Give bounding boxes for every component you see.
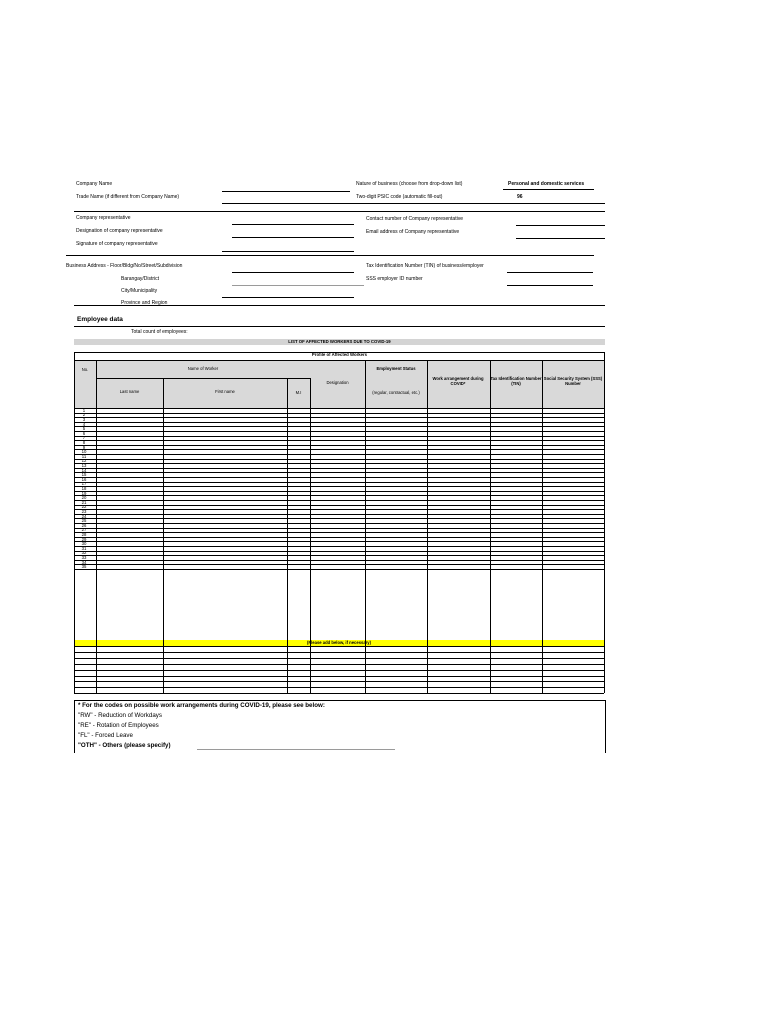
header-mi: M.I [295,390,302,395]
code-fl: "FL" - Forced Leave [78,732,133,739]
header-employment-status-sub: (regular, contractual, etc.) [372,390,420,395]
blank-table-row [74,676,604,677]
sss-employer-label: SSS employer ID number [366,276,423,282]
province-label: Province and Region [121,300,168,306]
signature-label: Signature of company representative [76,241,158,247]
table-column-line [96,360,97,693]
row-number: 2 [82,412,86,418]
blank-table-row [74,658,604,659]
table-row [74,440,604,441]
code-rw: "RW" - Reduction of Workdays [78,712,162,719]
barangay-label: Barangay/District [121,276,160,282]
table-row [74,537,604,538]
business-address-label: Business Address - Floor/Bldg/No/Street/Subdivision [66,263,183,269]
table-row [74,486,604,487]
company-representative-label: Company representative [76,215,131,221]
table-column-line [490,360,491,693]
table-row [74,449,604,450]
row-number: 15 [81,472,87,478]
header-employment-status: Employment Status [376,366,416,371]
table-row [74,472,604,473]
table-row [74,509,604,510]
designation-representative-label: Designation of company representative [76,228,163,234]
table-row [74,569,604,570]
table-column-line [542,360,543,693]
codes-title: * For the codes on possible work arrangements during COVID-19, please see below: [78,702,325,709]
affected-workers-table [74,352,604,693]
company-name-label: Company Name [76,181,113,187]
row-number: 4 [82,421,86,427]
section-divider [74,305,605,306]
table-column-line [365,360,366,693]
table-row [74,523,604,524]
section-divider [74,211,605,212]
nature-of-business-value[interactable]: Personal and domestic services [508,181,585,187]
row-number: 16 [81,476,87,482]
row-number: 33 [81,554,87,560]
table-row [74,551,604,552]
row-number: 17 [81,481,87,487]
row-number: 22 [81,504,87,510]
city-label: City/Municipality [121,288,158,294]
company-representative-field[interactable] [232,224,354,225]
header-tin: Tax Identification Number (TIN) [490,376,542,386]
table-row [74,491,604,492]
table-row [74,463,604,464]
tin-employer-field[interactable] [507,272,593,273]
table-row [74,459,604,460]
name-subheader-line [96,378,310,379]
row-number: 29 [81,536,87,542]
row-number: 1 [82,407,86,413]
row-number: 31 [81,545,87,551]
row-number: 7 [82,435,86,441]
row-number: 34 [81,559,87,565]
nature-of-business-field [503,189,594,190]
blank-table-row [74,693,604,694]
blank-table-row [74,652,604,653]
trade-name-label: Trade Name (if different from Company Name) [76,194,180,200]
row-number: 11 [81,453,87,459]
table-row [74,482,604,483]
table-row [74,532,604,533]
blank-table-row [74,687,604,688]
table-row [74,422,604,423]
table-column-line [604,352,605,693]
row-number: 19 [81,490,87,496]
row-number: 27 [81,527,87,533]
nature-of-business-label: Nature of business (choose from drop-down list) [356,181,463,187]
table-row [74,541,604,542]
row-number: 18 [81,485,87,491]
table-column-line [427,360,428,693]
table-row [74,560,604,561]
contact-number-field[interactable] [516,225,605,226]
table-row [74,505,604,506]
row-number: 14 [81,467,87,473]
blank-table-row [74,646,604,647]
contact-number-label: Contact number of Company representative [366,216,463,222]
blank-table-row [74,681,604,682]
table-row [74,454,604,455]
psic-code-value: 96 [517,194,523,200]
table-row [74,514,604,515]
header-first-name: First name [215,389,235,394]
table-row [74,495,604,496]
row-number: 9 [82,444,86,450]
table-row [74,555,604,556]
table-row [74,477,604,478]
row-number: 13 [81,462,87,468]
table-row [74,518,604,519]
row-number: 24 [81,513,87,519]
trade-name-field[interactable] [222,203,605,204]
header-bottom-line [74,408,604,409]
work-arrangement-codes [74,700,606,753]
total-employees-label: Total count of employees: [131,329,188,335]
list-title: LIST OF AFFECTED WORKERS DUE TO COVID-19 [288,339,391,344]
row-number: 26 [81,522,87,528]
email-label: Email address of Company representative [366,229,460,235]
email-field[interactable] [516,238,605,239]
others-specify-field[interactable] [197,749,395,750]
header-sss: Social Security System (SSS) Number [543,376,603,386]
table-row [74,546,604,547]
row-number: 20 [81,495,87,501]
psic-code-label: Two-digit PSIC code (automatic fill-out) [356,194,443,200]
table-row [74,468,604,469]
table-row [74,417,604,418]
company-name-field[interactable] [222,191,350,192]
city-field[interactable] [222,297,354,298]
row-number: 10 [81,449,87,455]
header-top-line [74,360,604,361]
row-number: 8 [82,439,86,445]
header-no: No. [81,367,89,372]
add-rows-note: (Please add below, if necessary) [306,640,372,645]
table-row [74,413,604,414]
tin-employer-label: Tax Identification Number (TIN) of business/employer [366,263,484,269]
header-designation: Designation [326,380,349,385]
code-re: "RE" - Rotation of Employees [78,722,159,729]
row-number: 21 [81,499,87,505]
table-row [74,436,604,437]
table-top-border [74,352,604,353]
table-row [74,528,604,529]
row-number: 12 [81,458,87,464]
profile-title: Profile of Affected Workers [311,352,368,357]
header-last-name: Last name [119,389,140,394]
business-address-field[interactable] [232,272,354,273]
row-number: 3 [82,416,86,422]
blank-table-row [74,664,604,665]
row-number: 30 [81,541,87,547]
row-number: 25 [81,518,87,524]
section-divider [74,326,605,327]
row-number: 35 [81,564,87,570]
barangay-field[interactable] [232,285,364,286]
row-number: 32 [81,550,87,556]
header-name-of-worker: Name of Worker [187,366,219,371]
table-row [74,445,604,446]
row-number: 28 [81,531,87,537]
code-oth: "OTH" - Others (please specify) [78,742,171,749]
table-row [74,431,604,432]
table-row [74,426,604,427]
section-divider [66,255,594,256]
table-row [74,500,604,501]
table-row [74,564,604,565]
signature-field[interactable] [222,251,354,252]
header-work-arrangement: Work arrangement during COVID* [432,376,484,386]
employee-data-heading: Employee data [77,316,123,323]
designation-representative-field[interactable] [232,237,354,238]
sss-employer-field[interactable] [507,285,593,286]
row-number: 5 [82,426,86,432]
row-number: 6 [82,430,86,436]
blank-table-row [74,670,604,671]
row-number: 23 [81,508,87,514]
